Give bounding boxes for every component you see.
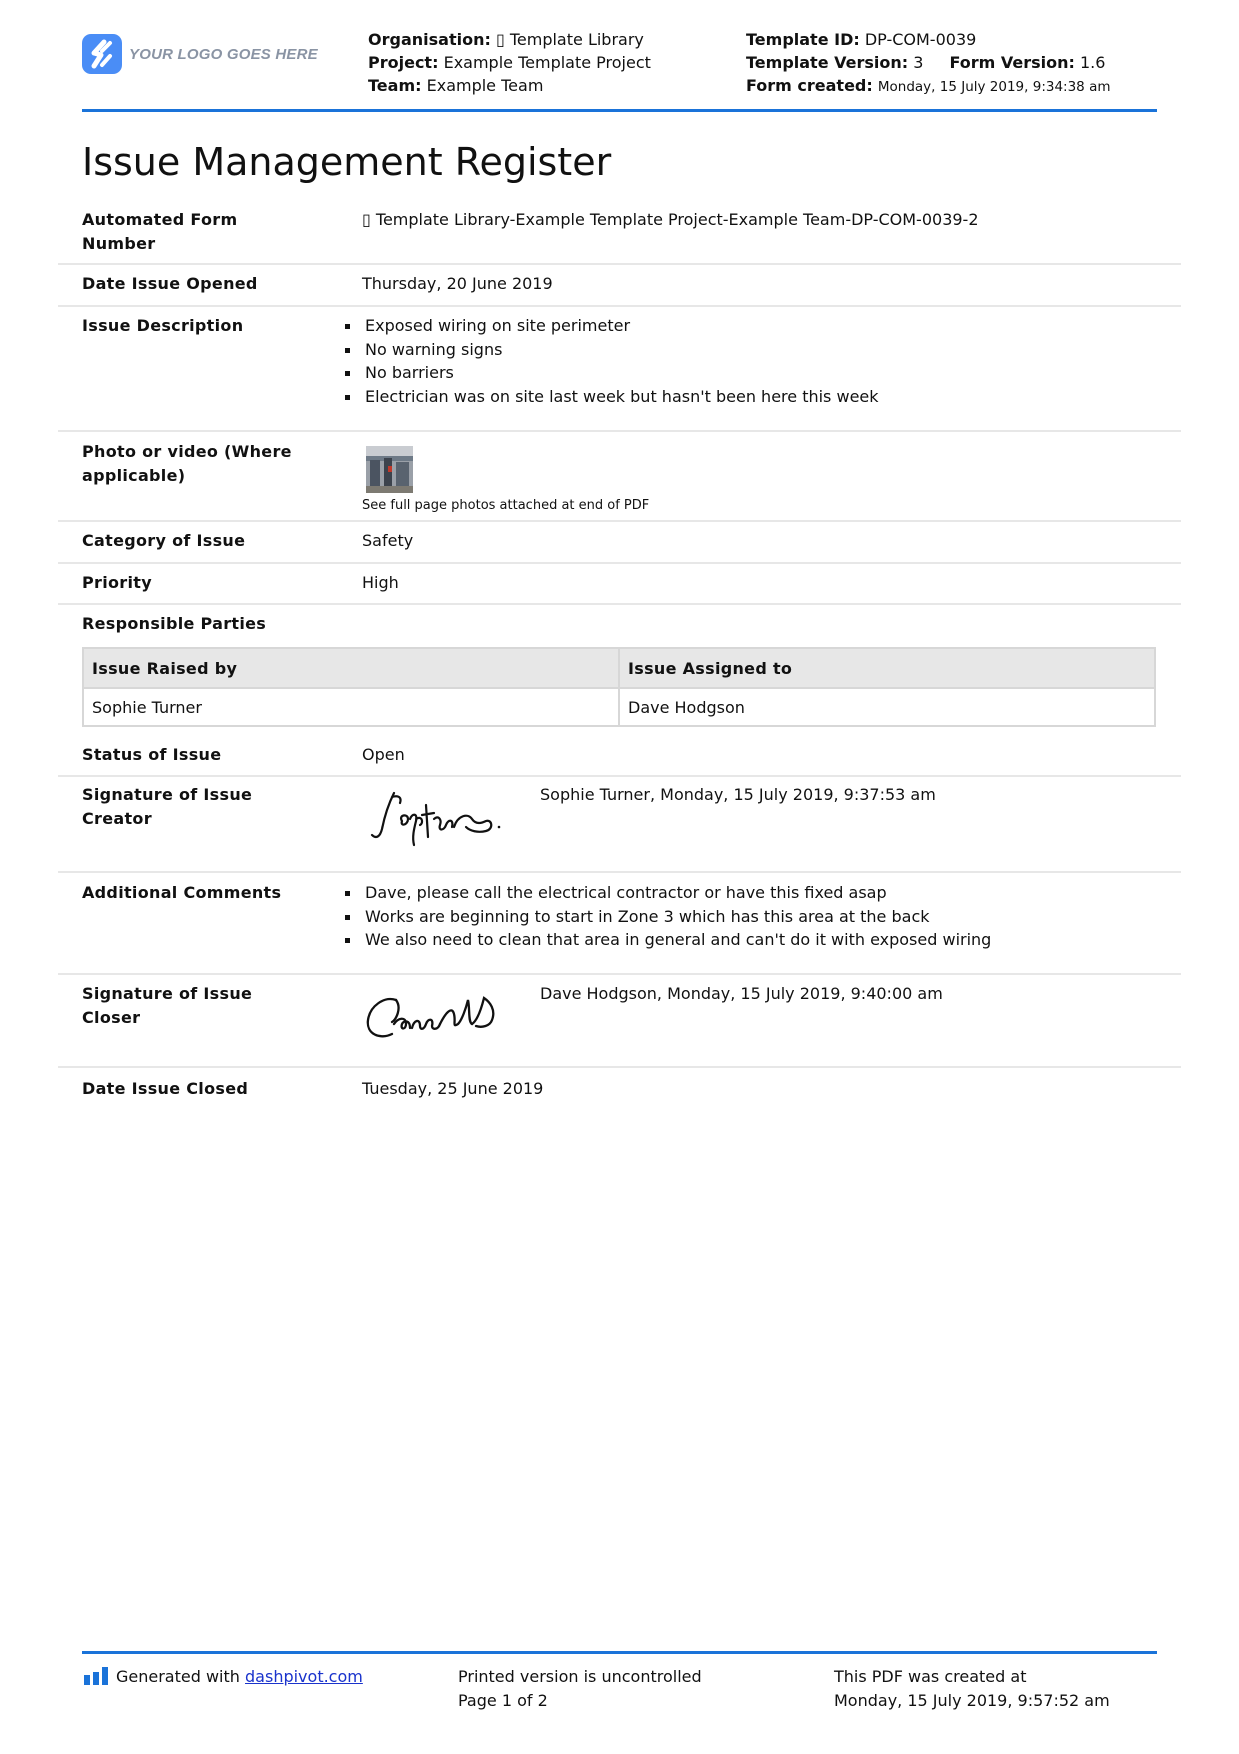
closer-signature-label: Signature of Issue Closer (82, 984, 253, 1027)
description-label: Issue Description (82, 316, 244, 335)
date-closed-label: Date Issue Closed (82, 1079, 249, 1098)
comments-label: Additional Comments (82, 883, 282, 902)
row-divider (58, 973, 1181, 975)
footer-center (458, 1665, 702, 1712)
closer-signature-text: Dave Hodgson, Monday, 15 July 2019, 9:40:00 am (540, 984, 943, 1003)
parties-table (82, 647, 1156, 727)
generated-prefix: Generated with (116, 1667, 240, 1686)
form-version-label: Form Version: (949, 53, 1075, 72)
page-header (82, 28, 1157, 112)
form-created-value: Monday, 15 July 2019, 9:34:38 am (877, 79, 1111, 95)
priority-value: High (362, 573, 399, 592)
parties-label: Responsible Parties (82, 614, 267, 633)
status-label: Status of Issue (82, 745, 222, 764)
form-number-label: Automated Form Number (82, 210, 238, 253)
row-divider (58, 520, 1181, 522)
project-meta (368, 28, 651, 97)
raised-by-header: Issue Raised by (83, 648, 619, 688)
logo-mark-icon (82, 34, 122, 74)
template-meta (746, 28, 1111, 99)
organisation-value: ▯ Template Library (495, 30, 644, 49)
footer-right (834, 1665, 1110, 1712)
list-item: No barriers (345, 361, 879, 385)
issue-photo-thumbnail[interactable] (366, 446, 413, 493)
photo-label: Photo or video (Where applicable) (82, 442, 292, 485)
list-item: Electrician was on site last week but hasn't been here this week (345, 385, 879, 409)
assigned-to-value: Dave Hodgson (619, 688, 1155, 726)
organisation-label: Organisation: (368, 30, 491, 49)
raised-by-value: Sophie Turner (83, 688, 619, 726)
row-divider (58, 430, 1181, 432)
row-divider (58, 562, 1181, 564)
description-list (345, 314, 879, 408)
list-item: Dave, please call the electrical contractor or have this fixed asap (345, 881, 991, 905)
bar-chart-icon (84, 1667, 108, 1685)
list-item: Exposed wiring on site perimeter (345, 314, 879, 338)
company-logo (82, 34, 318, 74)
generated-with (84, 1665, 363, 1689)
footer-divider (82, 1651, 1157, 1654)
category-value: Safety (362, 531, 414, 550)
list-item: No warning signs (345, 338, 879, 362)
list-item: We also need to clean that area in general and can't do it with exposed wiring (345, 928, 991, 952)
row-divider (58, 1066, 1181, 1068)
category-label: Category of Issue (82, 531, 246, 550)
form-created-label: Form created: (746, 76, 873, 95)
form-number-value: ▯ Template Library-Example Template Project-Example Team-DP-COM-0039-2 (362, 210, 979, 229)
date-closed-value: Tuesday, 25 June 2019 (362, 1079, 544, 1098)
photo-note: See full page photos attached at end of PDF (362, 498, 650, 513)
header-divider (82, 109, 1157, 112)
uncontrolled-note: Printed version is uncontrolled (458, 1667, 702, 1686)
list-item: Works are beginning to start in Zone 3 which has this area at the back (345, 905, 991, 929)
pdf-created-date: Monday, 15 July 2019, 9:57:52 am (834, 1690, 1110, 1710)
table-header-row (83, 648, 1155, 688)
logo-text: YOUR LOGO GOES HERE (129, 45, 318, 63)
team-label: Team: (368, 76, 422, 95)
status-value: Open (362, 745, 405, 764)
row-divider (58, 603, 1181, 605)
page-title: Issue Management Register (82, 140, 612, 184)
pdf-created-label: This PDF was created at (834, 1667, 1027, 1686)
creator-signature-image (368, 785, 508, 851)
page-number: Page 1 of 2 (458, 1690, 548, 1710)
row-divider (58, 871, 1181, 873)
table-row (83, 688, 1155, 726)
date-opened-label: Date Issue Opened (82, 274, 258, 293)
date-opened-value: Thursday, 20 June 2019 (362, 274, 553, 293)
row-divider (58, 263, 1181, 265)
assigned-to-header: Issue Assigned to (619, 648, 1155, 688)
creator-signature-text: Sophie Turner, Monday, 15 July 2019, 9:37:53 am (540, 785, 936, 804)
row-divider (58, 775, 1181, 777)
project-value: Example Template Project (443, 53, 651, 72)
template-version-value: 3 (913, 53, 924, 72)
template-id-label: Template ID: (746, 30, 860, 49)
form-version-value: 1.6 (1079, 53, 1106, 72)
team-value: Example Team (426, 76, 544, 95)
template-id-value: DP-COM-0039 (864, 30, 977, 49)
template-version-label: Template Version: (746, 53, 909, 72)
closer-signature-image (362, 984, 502, 1046)
project-label: Project: (368, 53, 439, 72)
creator-signature-label: Signature of Issue Creator (82, 785, 253, 828)
comments-list (345, 881, 991, 952)
priority-label: Priority (82, 573, 152, 592)
dashpivot-link[interactable]: dashpivot.com (245, 1667, 363, 1686)
row-divider (58, 305, 1181, 307)
